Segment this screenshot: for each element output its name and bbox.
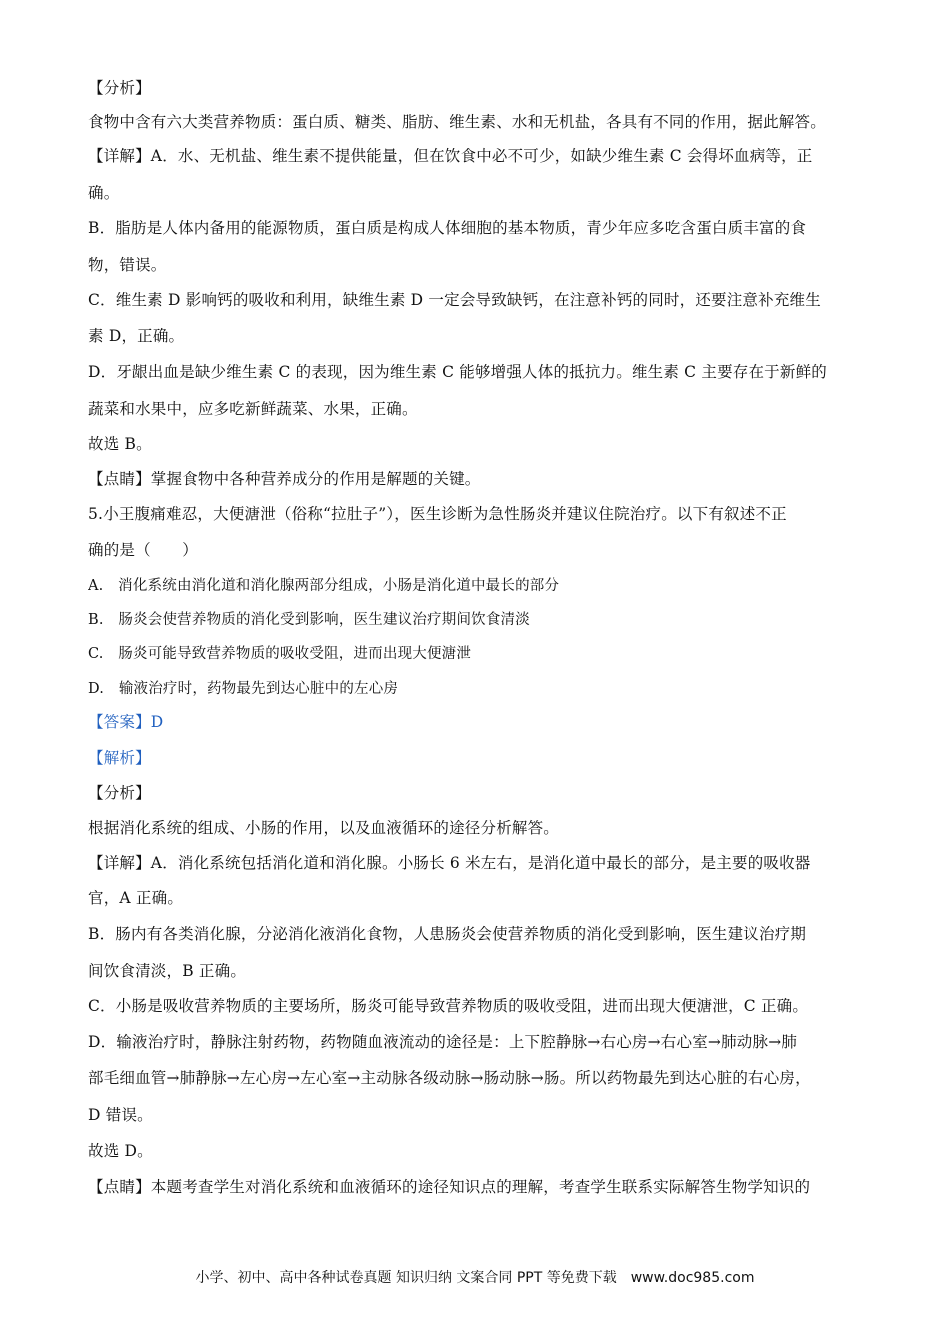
detail-c-line2: 素 D，正确。 bbox=[88, 327, 185, 345]
detail-d-line2: 蔬菜和水果中，应多吃新鲜蔬菜、水果，正确。 bbox=[88, 400, 418, 418]
detail-d-line1: D．牙龈出血是缺少维生素 C 的表现，因为维生素 C 能够增强人体的抵抗力。维生素 C 主要存在于新鲜的 bbox=[88, 363, 827, 381]
detail-b-line2: 物，错误。 bbox=[88, 256, 167, 274]
analysis-text: 食物中含有六大类营养物质：蛋白质、糖类、脂肪、维生素、水和无机盐，各具有不同的作用，据此解答。 bbox=[88, 113, 826, 131]
choice-b: 故选 B。 bbox=[88, 435, 152, 453]
explanation-heading: 【解析】 bbox=[88, 749, 151, 767]
detail2-c: C．小肠是吸收营养物质的主要场所，肠炎可能导致营养物质的吸收受阻，进而出现大便溏泄，C 正确。 bbox=[88, 997, 809, 1015]
detail-a-line1: 【详解】A．水、无机盐、维生素不提供能量，但在饮食中必不可少，如缺少维生素 C 会得坏血病等，正 bbox=[88, 147, 813, 165]
answer-line: 【答案】D bbox=[88, 713, 164, 731]
option-a: A. 消化系统由消化道和消化腺两部分组成，小肠是消化道中最长的部分 bbox=[88, 578, 560, 594]
choice-d: 故选 D。 bbox=[88, 1142, 153, 1160]
analysis-heading-2: 【分析】 bbox=[88, 784, 151, 802]
detail-b-line1: B．脂肪是人体内备用的能源物质，蛋白质是构成人体细胞的基本物质，青少年应多吃含蛋白质丰富的食 bbox=[88, 219, 807, 237]
detail2-b-line2: 间饮食清淡，B 正确。 bbox=[88, 962, 247, 980]
analysis-heading: 【分析】 bbox=[88, 79, 151, 97]
option-b: B. 肠炎会使营养物质的消化受到影响，医生建议治疗期间饮食清淡 bbox=[88, 612, 530, 628]
detail-c-line1: C．维生素 D 影响钙的吸收和利用，缺维生素 D 一定会导致缺钙，在注意补钙的同时，还要注意补充维生 bbox=[88, 291, 821, 309]
option-c: C. 肠炎可能导致营养物质的吸收受阻，进而出现大便溏泄 bbox=[88, 646, 472, 662]
detail2-a-line2: 官，A 正确。 bbox=[88, 889, 184, 907]
detail2-d-line3: D 错误。 bbox=[88, 1106, 153, 1124]
key-point-2: 【点睛】本题考查学生对消化系统和血液循环的途径知识点的理解，考查学生联系实际解答生物学知识的 bbox=[88, 1178, 811, 1196]
option-d: D. 输液治疗时，药物最先到达心脏中的左心房 bbox=[88, 681, 399, 697]
question-5-line1: 5.小王腹痛难忍，大便溏泄（俗称“拉肚子”），医生诊断为急性肠炎并建议住院治疗。以下有叙述不正 bbox=[88, 505, 787, 523]
key-point: 【点睛】掌握食物中各种营养成分的作用是解题的关键。 bbox=[88, 470, 481, 488]
detail2-d-line2: 部毛细血管→肺静脉→左心房→左心室→主动脉各级动脉→肠动脉→肠。所以药物最先到达心脏的右心房， bbox=[88, 1069, 811, 1087]
detail2-d-line1: D．输液治疗时，静脉注射药物，药物随血液流动的途径是：上下腔静脉→右心房→右心室→肺动脉→肺 bbox=[88, 1033, 798, 1051]
detail2-a-line1: 【详解】A．消化系统包括消化道和消化腺。小肠长 6 米左右，是消化道中最长的部分，是主要的吸收器 bbox=[88, 854, 811, 872]
question-5-line2: 确的是（ ） bbox=[88, 541, 198, 559]
analysis-text-2: 根据消化系统的组成、小肠的作用，以及血液循环的途径分析解答。 bbox=[88, 819, 560, 837]
footer-banner: 小学、初中、高中各种试卷真题 知识归纳 文案合同 PPT 等免费下载 www.doc985.com bbox=[195, 1270, 755, 1286]
detail2-b-line1: B．肠内有各类消化腺，分泌消化液消化食物，人患肠炎会使营养物质的消化受到影响，医生建议治疗期 bbox=[88, 925, 807, 943]
detail-a-line2: 确。 bbox=[88, 184, 120, 202]
